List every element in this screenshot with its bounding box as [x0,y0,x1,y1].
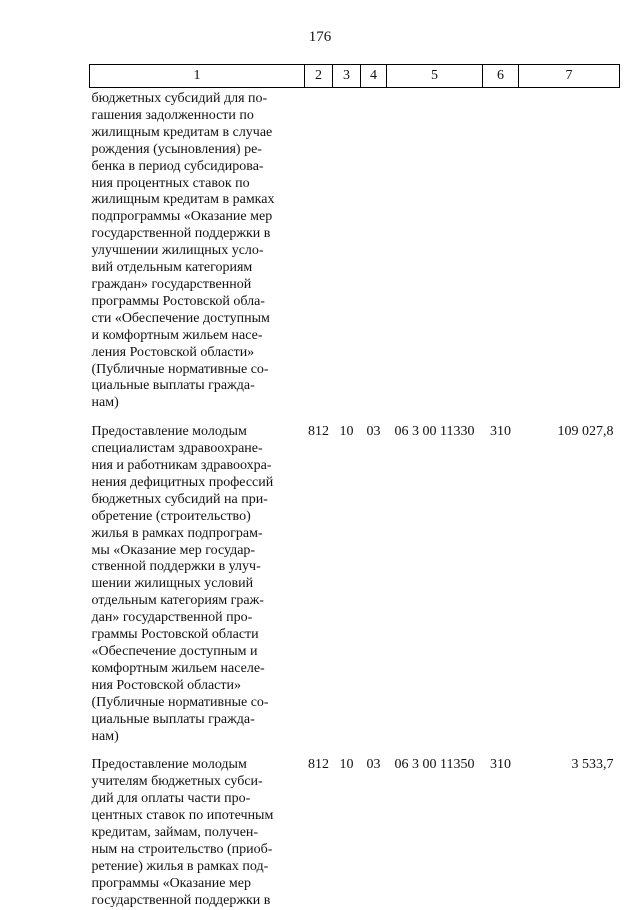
row-amount: 3 533,7 [571,757,614,773]
row-section [333,88,361,413]
table-row [90,88,620,413]
name-line: нения дефицитных профессий [91,474,274,490]
row-target-article: 06 3 00 11330 [394,424,475,440]
name-line: программы Ростовской обла- [91,293,265,309]
name-line: ления Ростовской области» [91,344,255,360]
name-line: нам) [91,395,119,411]
name-line: «Обеспечение доступным и [91,644,258,659]
name-line: комфортным жильем населе- [91,660,265,676]
name-line: государственной поддержки в [91,226,271,242]
row-amount: 109 027,8 [557,424,614,440]
name-line: Предоставление молодым [91,757,247,773]
row-subsection: 03 [366,757,381,773]
row-target-article: 06 3 00 11350 [394,757,475,773]
row-section: 10 [339,757,354,773]
name-line: гашения задолженности по [91,107,254,123]
budget-table [89,64,620,910]
name-line: (Публичные нормативные со- [91,361,269,377]
name-line: (Публичные нормативные со- [91,694,269,710]
name-line: циальные выплаты гражда- [91,378,255,394]
row-section: 10 [339,424,354,440]
name-line: специалистам здравоохране- [91,441,263,457]
page-number: 176 [308,29,332,45]
name-line: отдельным категориям граж- [91,593,264,609]
row-subsection: 03 [366,424,381,440]
row-admin-code [305,88,333,413]
row-expense-type [483,88,519,413]
name-line: Предоставление молодым [91,424,247,440]
header-col-1: 1 [90,65,305,88]
name-line: кредитам, займам, получен- [91,825,259,841]
name-line: ретение) жилья в рамках под- [91,858,269,874]
name-line: ния Ростовской области» [91,677,241,693]
name-line: учителям бюджетных субси- [91,774,263,790]
row-amount [519,88,620,413]
name-line: циальные выплаты гражда- [91,711,255,727]
name-line: подпрограммы «Оказание мер [91,209,273,225]
name-line: государственной поддержки в [91,892,271,908]
name-line: ния процентных ставок по [91,175,250,191]
row-admin-code: 812 [308,424,329,440]
name-line: мы «Оказание мер государ- [91,542,256,558]
name-line: вий отдельным категориям [91,260,253,276]
name-line: ния и работникам здравоохра- [91,458,272,474]
row-name [90,745,305,909]
name-line: нам) [91,728,119,744]
row-subsection [361,88,387,413]
name-line: дан» государственной про- [91,610,253,626]
row-expense-type: 310 [490,757,511,773]
header-col-6: 6 [483,65,519,88]
header-col-3: 3 [333,65,361,88]
name-line: дий для оплаты части про- [91,791,251,807]
name-line: бюджетных субсидий на при- [91,491,268,507]
row-expense-type: 310 [490,424,511,440]
name-line: рождения (усыновления) ре- [91,141,262,157]
name-line: бюджетных субсидий для по- [91,91,268,106]
name-line: улучшении жилищных усло- [91,243,264,259]
name-line: жилья в рамках подпрограм- [91,525,263,541]
name-line: центных ставок по ипотечным [91,808,274,824]
name-line: граммы Ростовской области [91,627,259,643]
row-admin-code: 812 [308,757,329,773]
row-name [90,412,305,745]
name-line: сти «Обеспечение доступным [91,310,270,326]
name-line: шении жилищных условий [91,576,254,592]
name-line: жилищным кредитам в рамках [91,192,275,208]
header-col-2: 2 [305,65,333,88]
table-row [90,412,620,745]
table-row [90,745,620,909]
name-line: обретение (строительство) [91,508,251,524]
table-header-row [90,65,620,88]
name-line: жилищным кредитам в случае [91,124,273,140]
row-target-article [387,88,483,413]
name-line: граждан» государственной [91,276,252,292]
row-name [90,88,305,413]
header-col-7: 7 [519,65,620,88]
header-col-4: 4 [361,65,387,88]
header-col-5: 5 [387,65,483,88]
name-line: ным на строительство (приоб- [91,841,273,857]
name-line: программы «Оказание мер [91,875,252,891]
name-line: ственной поддержки в улуч- [91,559,261,575]
name-line: бенка в период субсидирова- [91,158,264,174]
name-line: и комфортным жильем насе- [91,327,263,343]
